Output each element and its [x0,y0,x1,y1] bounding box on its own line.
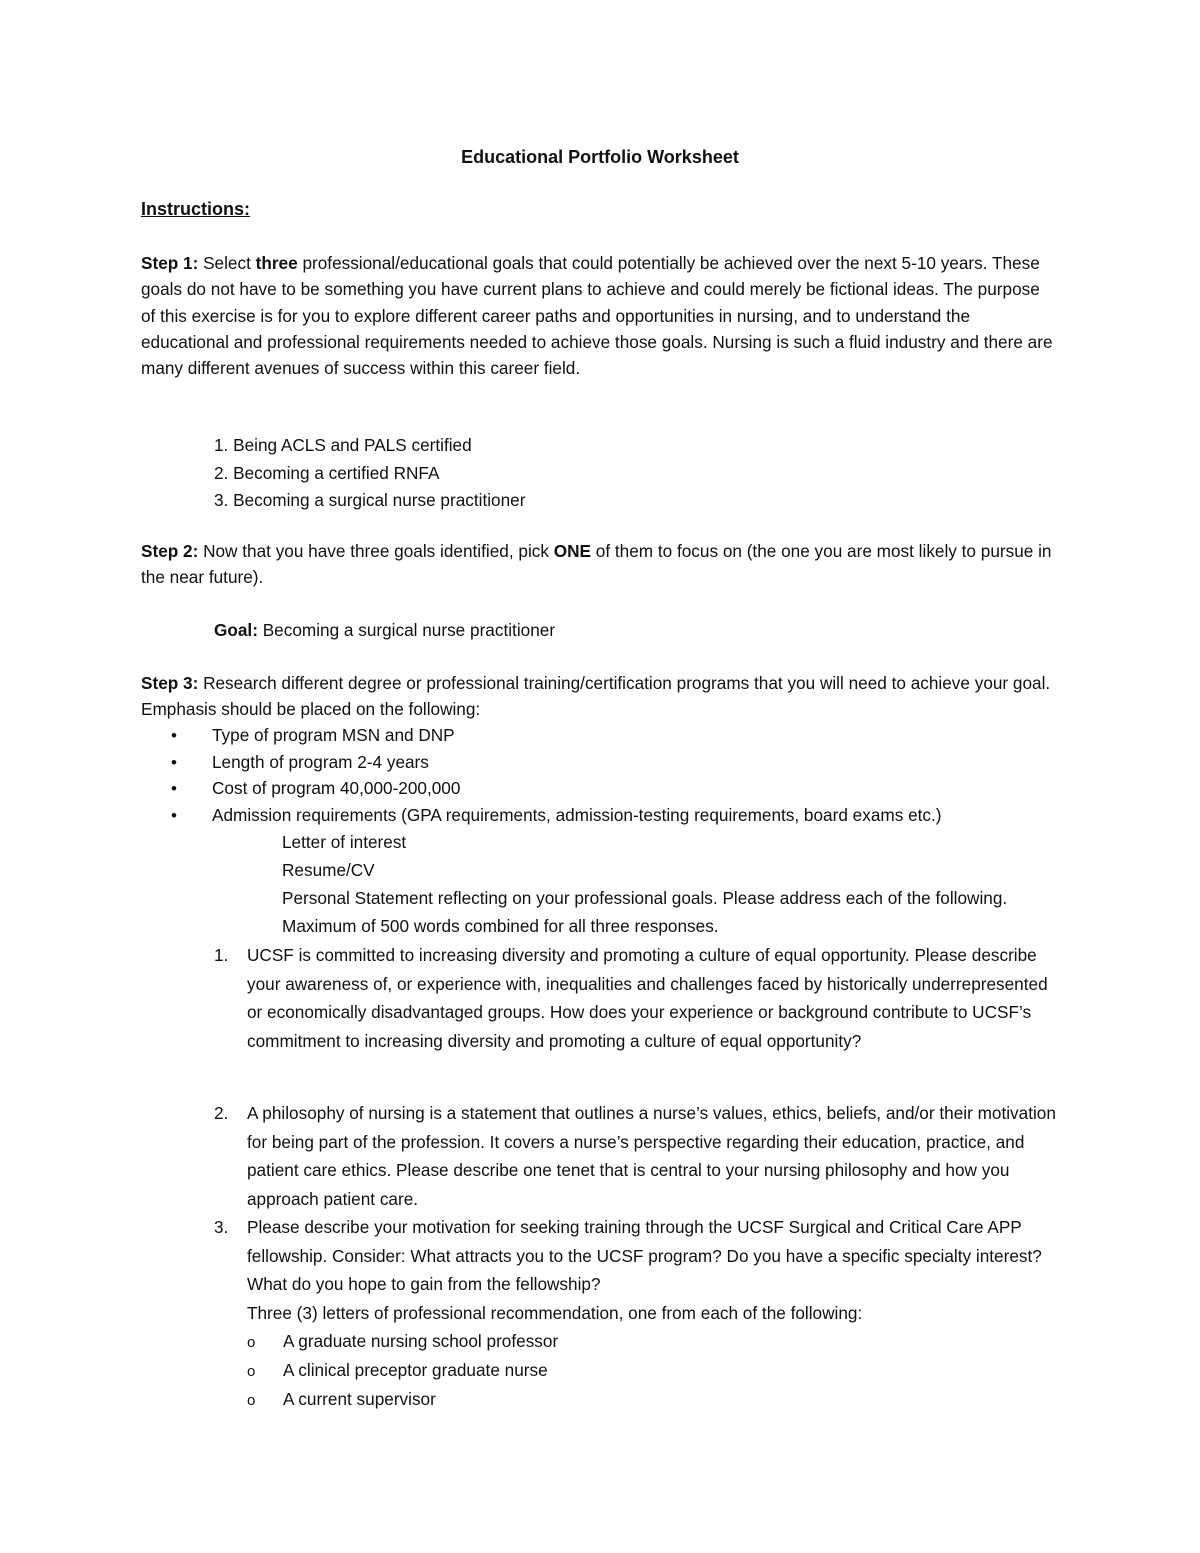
letters-intro: Three (3) letters of professional recommendation, one from each of the following: [247,1303,863,1323]
circle-bullet-icon: o [247,1363,256,1380]
question-text: A philosophy of nursing is a statement that outlines a nurse’s values, ethics, beliefs, and/or their motivation for being part of the profession. It covers a nurse’s perspective regarding their education, practice, and patient care ethics. Please describe one tenet that is central to your nursing philosophy and how you approach patient care. [247,1103,1056,1209]
bullet-item: • Type of program MSN and DNP [171,722,455,749]
question-text: UCSF is committed to increasing diversity and promoting a culture of equal opportunity. Please describe your awareness of, or experience with, inequalities and challenges faced by historically underrepresented or economically disadvantaged groups. How does your experience or background contribute to UCSF’s commitment to increasing diversity and promoting a culture of equal opportunity? [247,945,1048,1051]
circle-bullet-icon: o [247,1334,256,1351]
goal-item: 2. Becoming a certified RNFA [214,463,440,483]
letter-item: o A graduate nursing school professor [247,1327,558,1357]
letter-item: o A current supervisor [247,1385,436,1415]
circle-bullet-icon: o [247,1392,256,1409]
step3-text: Research different degree or professional training/certification programs that you will need to achieve your goal. Emphasis should be placed on the following: [141,673,1051,720]
bullet-icon: • [171,726,177,745]
goal-item: 1. Being ACLS and PALS certified [214,435,472,455]
bullet-item: • Length of program 2-4 years [171,749,429,776]
step1-label: Step 1: [141,253,199,273]
bullet-icon: • [171,779,177,798]
step2-text-after: of them to focus on (the one you are most likely to pursue in the near future). [141,541,1052,588]
bullet-item: • Admission requirements (GPA requirements, admission-testing requirements, board exams etc.) [171,802,942,829]
bullet-item: • Cost of program 40,000-200,000 [171,775,460,802]
bullet-icon: • [171,753,177,772]
step3-label: Step 3: [141,673,199,693]
question-number: 1. [214,945,229,965]
step2-label: Step 2: [141,541,199,561]
step2-text-before: Now that you have three goals identified, pick [198,541,554,561]
step2-paragraph [141,538,1056,591]
goal-item: 3. Becoming a surgical nurse practitioner [214,490,526,510]
instructions-heading: Instructions: [141,199,251,219]
admission-item: Letter of interest [282,832,407,852]
step1-emphasis: three [255,253,298,273]
admission-item: Personal Statement reflecting on your professional goals. Please address each of the following. Maximum of 500 words combined for all three responses. [282,888,1008,936]
letter-item: o A clinical preceptor graduate nurse [247,1356,548,1386]
step3-paragraph [141,670,1056,723]
question-text: Please describe your motivation for seeking training through the UCSF Surgical and Critical Care APP fellowship. Consider: What attracts you to the UCSF program? Do you have a specific specialty interest? What do you hope to gain from the fellowship? [247,1217,1042,1294]
admission-item: Resume/CV [282,860,375,880]
selected-goal [214,617,555,643]
step2-emphasis: ONE [553,541,591,561]
step1-text-before: Select [198,253,256,273]
document-title: Educational Portfolio Worksheet [461,147,739,167]
selected-goal-label: Goal: [214,620,258,640]
selected-goal-value: Becoming a surgical nurse practitioner [257,620,556,640]
bullet-icon: • [171,806,177,825]
step1-text-after: professional/educational goals that could potentially be achieved over the next 5-10 years. These goals do not have to be something you have current plans to achieve and could merely be fictional ideas. The purpose of this exercise is for you to explore different career paths and opportunities in nursing, and to understand the educational and professional requirements needed to achieve those goals. Nursing is such a fluid industry and there are many different avenues of success within this career field. [141,253,1053,379]
step1-paragraph [141,250,1056,381]
question-number: 2. [214,1103,229,1123]
question-number: 3. [214,1217,229,1237]
